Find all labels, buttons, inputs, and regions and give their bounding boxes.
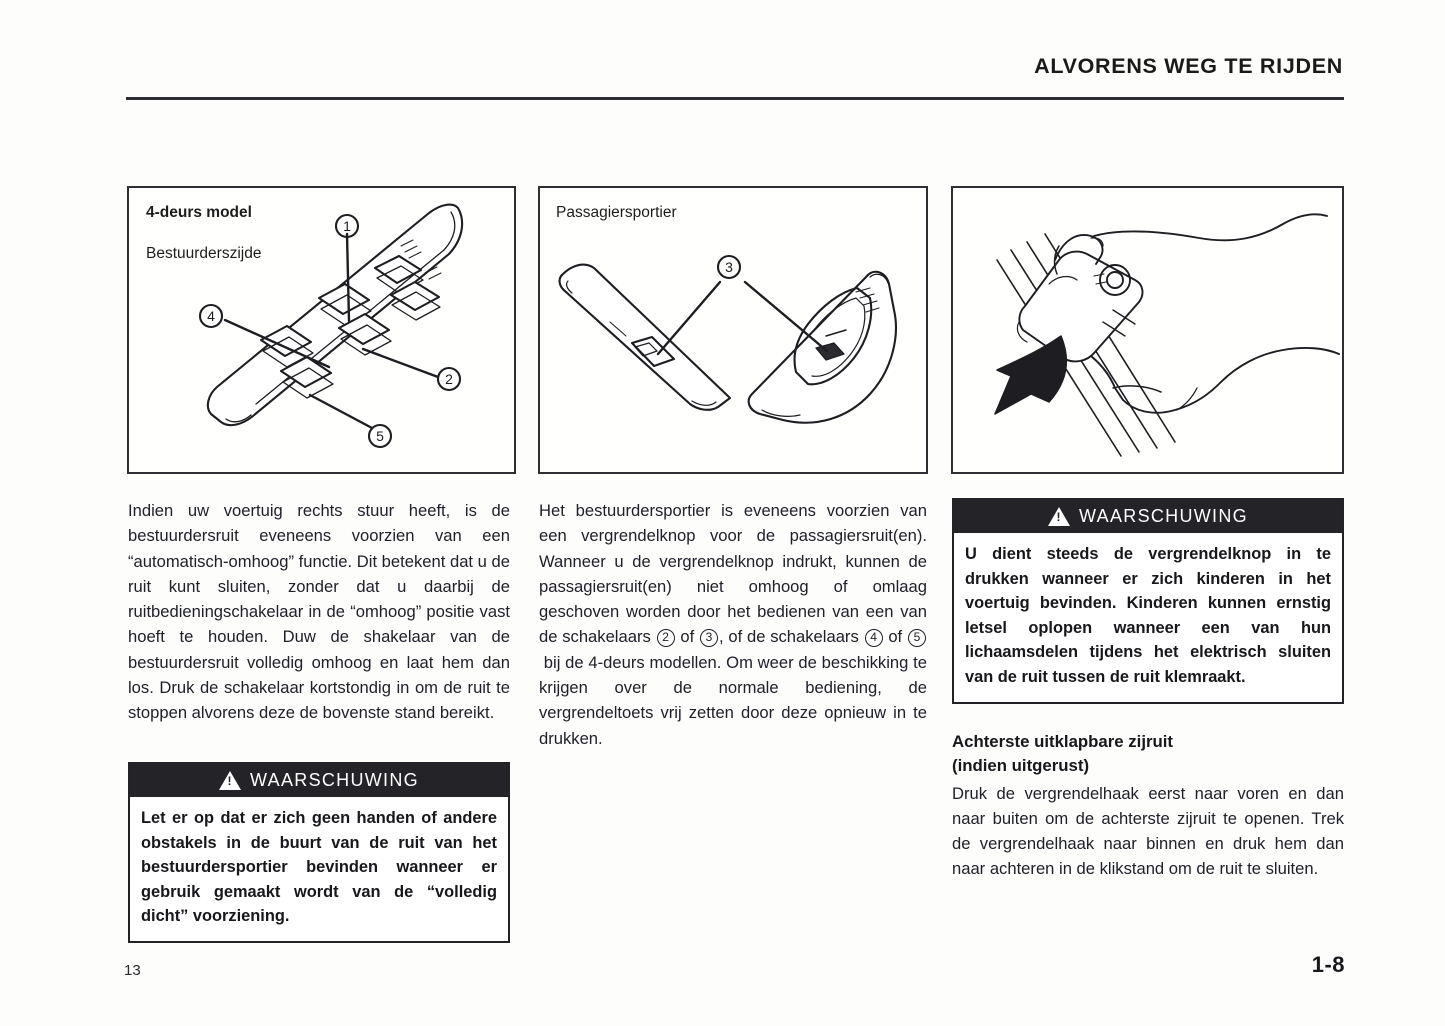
figure2-title: Passagiersportier bbox=[556, 204, 677, 221]
inline-callout-4: 4 bbox=[865, 629, 883, 647]
figure-passenger-door bbox=[538, 186, 928, 474]
warning-title: WAARSCHUWING bbox=[250, 770, 419, 790]
col2-paragraph bbox=[539, 498, 927, 751]
warning-title: WAARSCHUWING bbox=[1079, 506, 1248, 526]
figure1-subtitle: Bestuurderszijde bbox=[146, 245, 262, 262]
figure1-callout-2: 2 bbox=[445, 371, 453, 387]
inline-callout-2: 2 bbox=[657, 629, 675, 647]
figure-4-door-driver-side bbox=[127, 186, 516, 474]
driver-door-switch-panel-illustration bbox=[129, 188, 516, 474]
col2-text-part2: bij de 4-deurs modellen. Om weer de beschikking te krijgen over de normale bediening, de vergrendeltoets vrij zetten door deze opnieuw in te drukken. bbox=[539, 652, 927, 748]
inline-callout-3: 3 bbox=[700, 629, 718, 647]
warning-triangle-icon bbox=[219, 771, 241, 790]
warning-box-lock-button bbox=[952, 498, 1344, 704]
col2-mid-b: , of de schakelaars bbox=[718, 627, 859, 647]
column-middle bbox=[539, 498, 927, 751]
warning-body: Let er op dat er zich geen handen of andere obstakels in de buurt van de ruit van het bestuurdersportier bevinden wanneer er gebruik gemaakt wordt van de “volledig dicht” voorziening. bbox=[141, 809, 497, 926]
col2-mid-a: of bbox=[680, 627, 695, 647]
folio-section-number: 1-8 bbox=[1311, 952, 1345, 977]
rear-flip-window-latch-illustration bbox=[953, 188, 1344, 474]
figure1-callout-4: 4 bbox=[207, 308, 215, 324]
page-header-title: ALVORENS WEG TE RIJDEN bbox=[1034, 54, 1343, 78]
col3-paragraph: Druk de vergrendelhaak eerst naar voren en dan naar buiten om de achterste zijruit te openen. Trek de vergrendelhaak naar binnen en druk hem dan naar achteren in de klikstand om de ruit te sluiten. bbox=[952, 783, 1344, 879]
col3-subhead-line2: (indien uitgerust) bbox=[952, 755, 1090, 775]
col3-subhead-line1: Achterste uitklapbare zijruit bbox=[952, 731, 1174, 751]
warning-body: U dient steeds de vergrendelknop in te drukken wanneer er zich kinderen in het voertuig bevinden. Kinderen kunnen ernstig letsel oplopen wanneer een van hun lichaamsdelen tijdens het elektrisch sluiten van de ruit tussen de ruit klemraakt. bbox=[965, 545, 1331, 686]
col2-text-part1: Het bestuurdersportier is eveneens voorzien van een vergrendelknop voor de passagiersruit(en). Wanneer u de vergrendelknop indrukt, kunnen de passagiersruit(en) niet omhoog of omlaag geschoven worden door het bedienen van een van de schakelaars bbox=[539, 501, 927, 647]
col2-mid-c: of bbox=[888, 627, 903, 647]
warning-box-driver-window bbox=[128, 762, 510, 943]
warning-header bbox=[954, 500, 1342, 533]
figure-rear-window-latch bbox=[951, 186, 1344, 474]
col1-paragraph: Indien uw voertuig rechts stuur heeft, is de bestuurdersruit eveneens voorzien van een “automatisch-omhoog” functie. Dit betekent dat u de ruit kunt sluiten, zonder dat u daarbij de ruitbedieningschakelaar in de “omhoog” positie vast hoeft te houden. Duw de shakelaar van de bestuurdersruit volledig omhoog en laat hem dan los. Druk de schakelaar kortstondig in om de ruit te stoppen alvorens deze de bovenste stand bereikt. bbox=[128, 501, 510, 723]
folio-page-number: 13 bbox=[124, 962, 141, 979]
warning-triangle-icon bbox=[1048, 507, 1070, 526]
inline-callout-5: 5 bbox=[908, 629, 926, 647]
figure1-callout-5: 5 bbox=[376, 428, 384, 444]
figure1-callout-1: 1 bbox=[343, 218, 351, 234]
figure2-callout-3: 3 bbox=[725, 259, 733, 275]
header-rule bbox=[126, 97, 1344, 100]
column-right bbox=[952, 498, 1344, 882]
passenger-door-panel-illustration bbox=[540, 188, 928, 474]
warning-header bbox=[130, 764, 508, 797]
figure1-title: 4-deurs model bbox=[146, 204, 252, 221]
spacer bbox=[952, 704, 1344, 730]
column-left bbox=[128, 498, 510, 726]
